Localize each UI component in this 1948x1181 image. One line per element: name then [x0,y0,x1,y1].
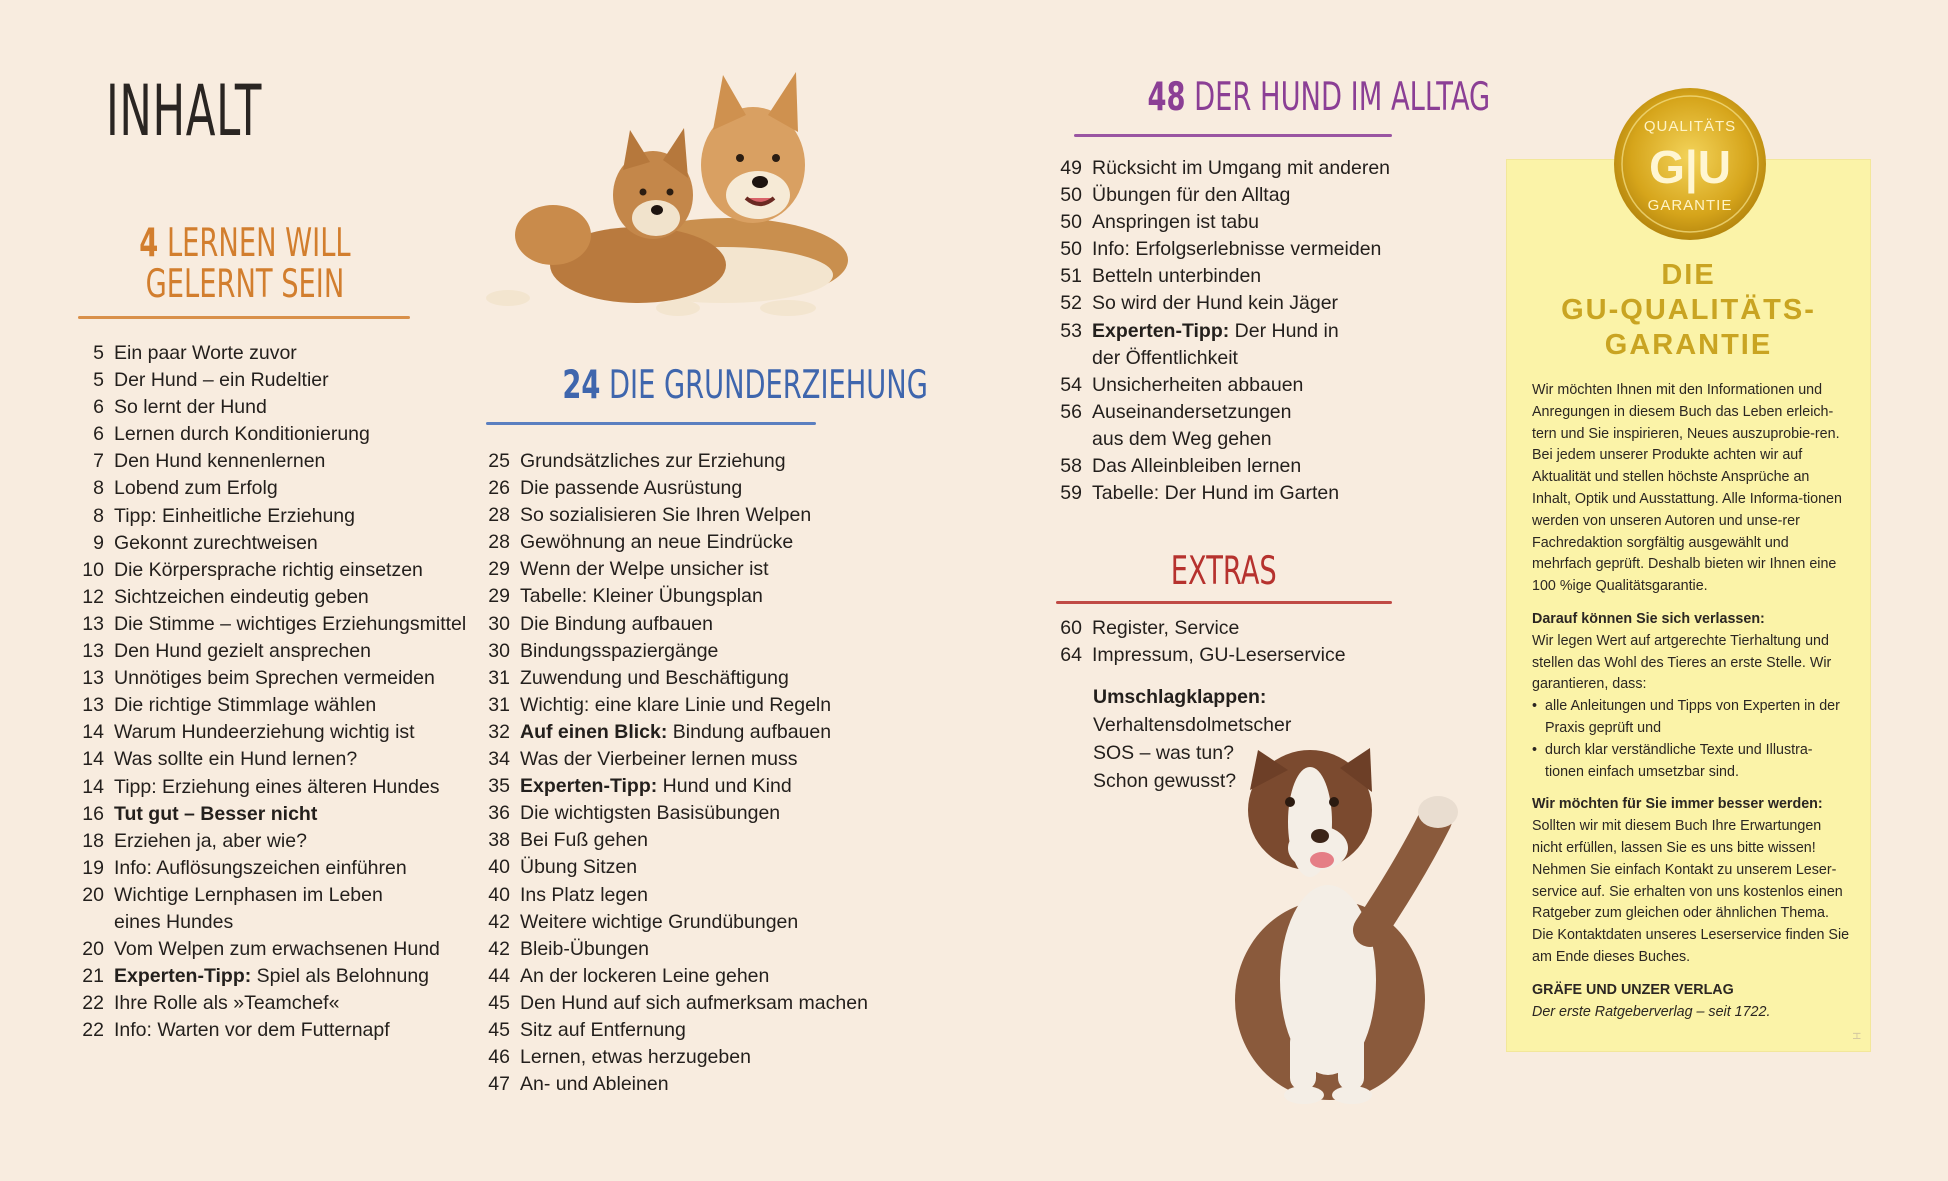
toc-entry [484,583,868,610]
cover-flaps-label: Umschlagklappen: [1093,686,1267,708]
toc-entry [78,475,466,502]
toc-entry [484,665,868,692]
toc-entry-text: Die richtige Stimmlage wählen [114,694,377,717]
toc-page-number: 40 [488,856,510,879]
toc-entry-text: Die Stimme – wichtiges Erziehungsmittel [114,612,467,635]
section-title-line2: GELERNT SEIN [145,261,345,307]
toc-entry [484,719,868,746]
toc-page-number: 50 [1060,211,1082,234]
toc-entry [484,1017,868,1044]
section-rule-blue [486,422,816,425]
toc-entry [1056,236,1390,263]
toc-page-number: 58 [1060,455,1082,478]
toc-entry [78,503,466,530]
toc-page-number: 46 [488,1046,510,1069]
toc-entry [78,448,466,475]
toc-entry-text: Hund und Kind [657,775,792,798]
cover-flap-item: Schon gewusst? [1093,770,1237,792]
toc-entry [1056,399,1390,426]
toc-entry [78,774,466,801]
toc-entry [1056,345,1390,372]
toc-entry [1056,642,1346,669]
toc-page-number: 10 [82,558,104,581]
toc-entry [1056,426,1390,453]
section-heading-grunderziehung [484,363,928,408]
toc-page-number: 29 [488,558,510,581]
toc-entry [78,746,466,773]
toc-entry [484,990,868,1017]
toc-entry-text: Bindungsspaziergänge [520,639,719,662]
toc-page-number: 5 [93,342,104,364]
toc-page-number: 30 [488,612,510,635]
toc-entry-text: Bei Fuß gehen [520,829,648,852]
guarantee-text [1532,380,1850,1034]
toc-entry [78,421,466,448]
toc-entry [484,909,868,936]
cover-flap-item: SOS – was tun? [1093,742,1234,764]
toc-entry-text: Was der Vierbeiner lernen muss [520,748,798,771]
toc-page-number: 28 [488,504,510,527]
toc-entry-text: An der lockeren Leine gehen [520,964,770,987]
quality-seal-badge [1612,86,1768,242]
toc-entry [484,746,868,773]
toc-entry [484,475,868,502]
guarantee-block [1532,794,1850,968]
toc-page-number: 49 [1060,157,1082,179]
toc-entry-text: Den Hund gezielt ansprechen [114,640,371,663]
toc-entry [484,556,868,583]
toc-entry-text: Lobend zum Erfolg [114,477,278,500]
section-title-line1: LERNEN WILL [167,221,351,266]
toc-page-number: 12 [82,585,104,608]
toc-entry [484,1071,868,1098]
toc-list-grunderziehung [484,448,868,1098]
section-heading-alltag [1074,75,1491,120]
toc-entry-text: Tabelle: Der Hund im Garten [1092,482,1340,505]
toc-entry [1056,615,1346,642]
toc-entry-text: Zuwendung und Beschäftigung [520,666,789,689]
toc-entry [78,801,466,828]
cover-flap-item: Verhaltensdolmetscher [1093,714,1292,736]
toc-entry [484,773,868,800]
toc-page-number: 28 [488,531,510,554]
toc-entry-text: Wenn der Welpe unsicher ist [520,558,769,581]
toc-entry-text: Ein paar Worte zuvor [114,342,297,364]
toc-page-number: 21 [82,965,104,988]
toc-entry [1056,318,1390,345]
toc-entry-bold: Experten-Tipp: [520,775,658,798]
toc-page-number: 44 [488,964,510,987]
guarantee-bullet-list [1532,696,1850,783]
toc-page-number: 36 [488,802,510,825]
toc-entry-text: eines Hundes [114,910,234,933]
shiba-dogs-photo [478,70,868,320]
section-heading-lernen [80,221,410,307]
toc-entry-text: Bindung aufbauen [667,720,832,743]
seal-bottom-text: GARANTIE [1647,197,1733,214]
guarantee-paragraph: Wir möchten Ihnen mit den Informationen und Anregungen in diesem Buch das Leben erleich-tern und Sie inspirieren, Neues auszuprobie-ren. Bei jedem unserer Produkte achten wir auf Aktualität und stellen höchste Ansprüche an Inhalt, Optik und Ausstattung. Alle Informa-tionen werden von unseren Autoren und unse-rer Fachredaktion sorgfältig ausgewählt und mehrfach geprüft. Deshalb bieten wir Ihnen eine 100 %ige Qualitätsgarantie. [1532,382,1842,595]
section-rule-red [1056,601,1392,604]
toc-entry-text: Tipp: Erziehung eines älteren Hundes [114,775,440,798]
toc-page-number: 59 [1060,482,1082,505]
toc-entry [78,882,466,909]
seal-logo-text: G|U [1649,141,1731,193]
toc-entry [484,529,868,556]
guarantee-bullet: • durch klar verständliche Texte und Illustra-tionen einfach umsetzbar sind. [1532,740,1850,784]
toc-entry [1056,372,1390,399]
toc-entry [78,557,466,584]
toc-page-number: 51 [1060,265,1082,288]
toc-entry [1056,453,1390,480]
toc-page-number: 34 [488,748,510,771]
toc-entry-text: Info: Warten vor dem Futternapf [114,1019,390,1042]
toc-entry [78,936,466,963]
section-heading-extras [1056,549,1392,594]
toc-page-number: 9 [93,531,104,554]
toc-entry [484,854,868,881]
toc-page-number: 13 [82,640,104,663]
toc-entry-text: Unsicherheiten abbauen [1092,373,1304,396]
toc-entry [484,936,868,963]
publisher-block [1532,980,1850,1024]
toc-entry-text: So sozialisieren Sie Ihren Welpen [520,504,812,527]
toc-entry-text: Gekonnt zurechtweisen [114,531,318,554]
toc-page-number: 13 [82,612,104,635]
page-mark: H [1849,1032,1862,1040]
toc-page-number: 50 [1060,184,1082,207]
toc-page-number: 6 [93,396,104,419]
toc-entry [1056,290,1390,317]
toc-entry-text: Die passende Ausrüstung [520,477,743,500]
toc-entry [78,530,466,557]
toc-entry-text: Impressum, GU-Leserservice [1092,644,1346,667]
toc-entry-text: Der Hund in [1229,319,1339,342]
toc-page-number: 18 [82,829,104,852]
toc-page-number: 20 [82,938,104,961]
toc-entry-text: Den Hund kennenlernen [114,450,326,473]
toc-entry [78,611,466,638]
publisher-name: GRÄFE UND UNZER VERLAG [1532,981,1734,998]
toc-entry [484,963,868,990]
toc-list-extras [1056,615,1346,669]
toc-entry-text: So lernt der Hund [114,396,267,419]
toc-page-number: 42 [488,910,510,933]
toc-entry [78,719,466,746]
toc-entry-text: Übung Sitzen [520,856,638,879]
toc-entry [78,638,466,665]
toc-list-lernen [78,340,466,1044]
toc-entry-text: Warum Hundeerziehung wichtig ist [114,721,415,744]
toc-page-number: 38 [488,829,510,852]
toc-page-number: 20 [82,883,104,906]
toc-entry [1056,155,1390,182]
toc-entry-text: Weitere wichtige Grundübungen [520,910,799,933]
toc-page-number: 31 [488,693,510,716]
toc-entry [78,909,466,936]
toc-entry [1056,480,1390,507]
toc-entry-text: Ins Platz legen [520,883,648,906]
toc-entry-text: Vom Welpen zum erwachsenen Hund [114,938,440,961]
toc-page-number: 25 [488,450,510,472]
toc-page-number: 45 [488,1018,510,1041]
section-number: 4 [139,221,159,266]
toc-entry-text: Der Hund – ein Rudeltier [114,369,329,392]
toc-entry [78,963,466,990]
toc-list-alltag [1056,155,1390,507]
toc-page-number: 8 [93,504,104,527]
toc-entry [78,828,466,855]
toc-page-number: 56 [1060,400,1082,423]
toc-page-number: 64 [1060,644,1082,667]
guarantee-paragraph: Wir legen Wert auf artgerechte Tierhaltung und stellen das Wohl des Tieres an erste Stelle. Wir garantieren, dass: [1532,632,1832,693]
toc-page-number: 13 [82,667,104,690]
toc-entry-text: der Öffentlichkeit [1092,346,1238,369]
toc-entry-text: Unnötiges beim Sprechen vermeiden [114,667,435,690]
toc-entry-text: Grundsätzliches zur Erziehung [520,450,786,472]
toc-page-number: 47 [488,1073,510,1096]
toc-entry-text: Bleib-Übungen [520,937,650,960]
toc-entry-text: Wichtig: eine klare Linie und Regeln [520,693,832,716]
toc-page-number: 14 [82,775,104,798]
toc-entry-text: Ihre Rolle als »Teamchef« [114,992,340,1015]
toc-page-number: 50 [1060,238,1082,261]
toc-entry-text: Übungen für den Alltag [1092,184,1291,207]
toc-entry [484,448,868,475]
toc-entry-text: Sitz auf Entfernung [520,1018,686,1041]
toc-entry-text: Lernen durch Konditionierung [114,423,370,446]
section-rule-purple [1074,134,1392,137]
toc-page-number: 7 [93,450,104,473]
toc-page-number: 22 [82,992,104,1015]
toc-entry-text: So wird der Hund kein Jäger [1092,292,1339,315]
toc-entry [78,367,466,394]
guarantee-subheading: Wir möchten für Sie immer besser werden: [1532,796,1823,813]
toc-entry [484,1044,868,1071]
toc-page-number: 54 [1060,373,1082,396]
toc-entry-text: Sichtzeichen eindeutig geben [114,585,369,608]
toc-page-number: 19 [82,856,104,879]
toc-entry [78,394,466,421]
toc-entry-bold: Experten-Tipp: [114,965,252,988]
toc-page-number: 31 [488,666,510,689]
section-number: 48 [1147,75,1186,120]
toc-entry-text: Lernen, etwas herzugeben [520,1046,751,1069]
toc-entry-text: Anspringen ist tabu [1092,211,1259,234]
toc-entry [484,800,868,827]
toc-entry [1056,263,1390,290]
guarantee-title-line: GARANTIE [1604,329,1773,361]
section-title: EXTRAS [1170,549,1278,594]
section-rule-orange [78,316,410,319]
toc-page-number: 53 [1060,319,1082,342]
toc-page-number: 8 [93,477,104,500]
toc-page-number: 29 [488,585,510,608]
toc-page-number: 45 [488,991,510,1014]
toc-entry-text: Die Bindung aufbauen [520,612,713,635]
toc-entry [484,827,868,854]
toc-entry-text: Die Körpersprache richtig einsetzen [114,558,423,581]
toc-entry-text: Register, Service [1092,617,1240,639]
guarantee-subheading: Darauf können Sie sich verlassen: [1532,610,1765,627]
toc-entry [78,584,466,611]
toc-entry [484,692,868,719]
page-title: INHALT [106,70,263,152]
toc-page-number: 16 [82,802,104,825]
toc-entry-text: Info: Auflösungszeichen einführen [114,856,407,879]
toc-entry-text: Spiel als Belohnung [251,965,430,988]
toc-entry-bold: Auf einen Blick: [520,720,668,743]
toc-entry [484,611,868,638]
guarantee-paragraph: Sollten wir mit diesem Buch Ihre Erwartungen nicht erfüllen, lassen Sie es uns bitte wissen! Nehmen Sie einfach Kontakt zu unserem Leser-service auf. Sie erhalten von uns kostenlos einen Ratgeber zum gleichen oder ähnlichen Thema. Die Kontaktdaten unseres Leserservice finden Sie am Ende dieses Buches. [1532,818,1850,965]
toc-entry-text: Rücksicht im Umgang mit anderen [1092,157,1391,179]
toc-page-number: 52 [1060,292,1082,315]
toc-entry [78,340,466,367]
toc-entry-text: Wichtige Lernphasen im Leben [114,883,383,906]
toc-page-number: 32 [488,720,510,743]
publisher-slogan: Der erste Ratgeberverlag – seit 1722. [1532,1003,1771,1020]
toc-page-number: 13 [82,694,104,717]
toc-entry-text: Den Hund auf sich aufmerksam machen [520,991,868,1014]
section-title: DER HUND IM ALLTAG [1194,75,1491,120]
toc-entry-text: Tabelle: Kleiner Übungsplan [520,585,763,608]
toc-entry [484,638,868,665]
toc-page-number: 26 [488,477,510,500]
guarantee-block [1532,609,1850,696]
toc-entry-text: Betteln unterbinden [1092,265,1262,288]
toc-page-number: 14 [82,748,104,771]
guarantee-title [1506,258,1871,363]
toc-entry-text: Das Alleinbleiben lernen [1092,455,1302,478]
toc-entry-text: Was sollte ein Hund lernen? [114,748,358,771]
toc-entry-text: aus dem Weg gehen [1092,427,1272,450]
toc-page-number: 60 [1060,617,1082,639]
toc-page-number: 40 [488,883,510,906]
toc-page-number: 14 [82,721,104,744]
toc-entry-bold: Experten-Tipp: [1092,319,1230,342]
toc-entry [78,990,466,1017]
toc-entry [78,692,466,719]
toc-page-number: 6 [93,423,104,446]
toc-entry-text: Die wichtigsten Basisübungen [520,802,781,825]
toc-entry [484,882,868,909]
toc-entry [1056,209,1390,236]
toc-entry-text: Info: Erfolgserlebnisse vermeiden [1092,238,1382,261]
toc-page-number: 42 [488,937,510,960]
toc-entry [78,1017,466,1044]
toc-page-number: 30 [488,639,510,662]
toc-entry [1056,182,1390,209]
toc-page-number: 22 [82,1019,104,1042]
seal-top-text: QUALITÄTS [1643,118,1737,135]
toc-entry-text: Gewöhnung an neue Eindrücke [520,531,794,554]
toc-entry-text: An- und Ableinen [520,1073,669,1096]
toc-entry-text: Tipp: Einheitliche Erziehung [114,504,355,527]
toc-entry [78,665,466,692]
guarantee-title-line: GU-QUALITÄTS- [1561,294,1816,326]
guarantee-title-line: DIE [1661,259,1716,291]
guarantee-bullet: • alle Anleitungen und Tipps von Experten in der Praxis geprüft und [1532,696,1850,740]
toc-entry-text: Erziehen ja, aber wie? [114,829,307,852]
toc-entry-text: Auseinandersetzungen [1092,400,1292,423]
australian-shepherd-photo [1210,730,1480,1110]
section-title: DIE GRUNDERZIEHUNG [609,363,928,408]
section-number: 24 [562,363,601,408]
toc-page-number: 35 [488,775,510,798]
toc-page-number: 5 [93,369,104,392]
toc-entry [78,855,466,882]
toc-entry-bold: Tut gut – Besser nicht [114,802,318,825]
toc-entry [484,502,868,529]
